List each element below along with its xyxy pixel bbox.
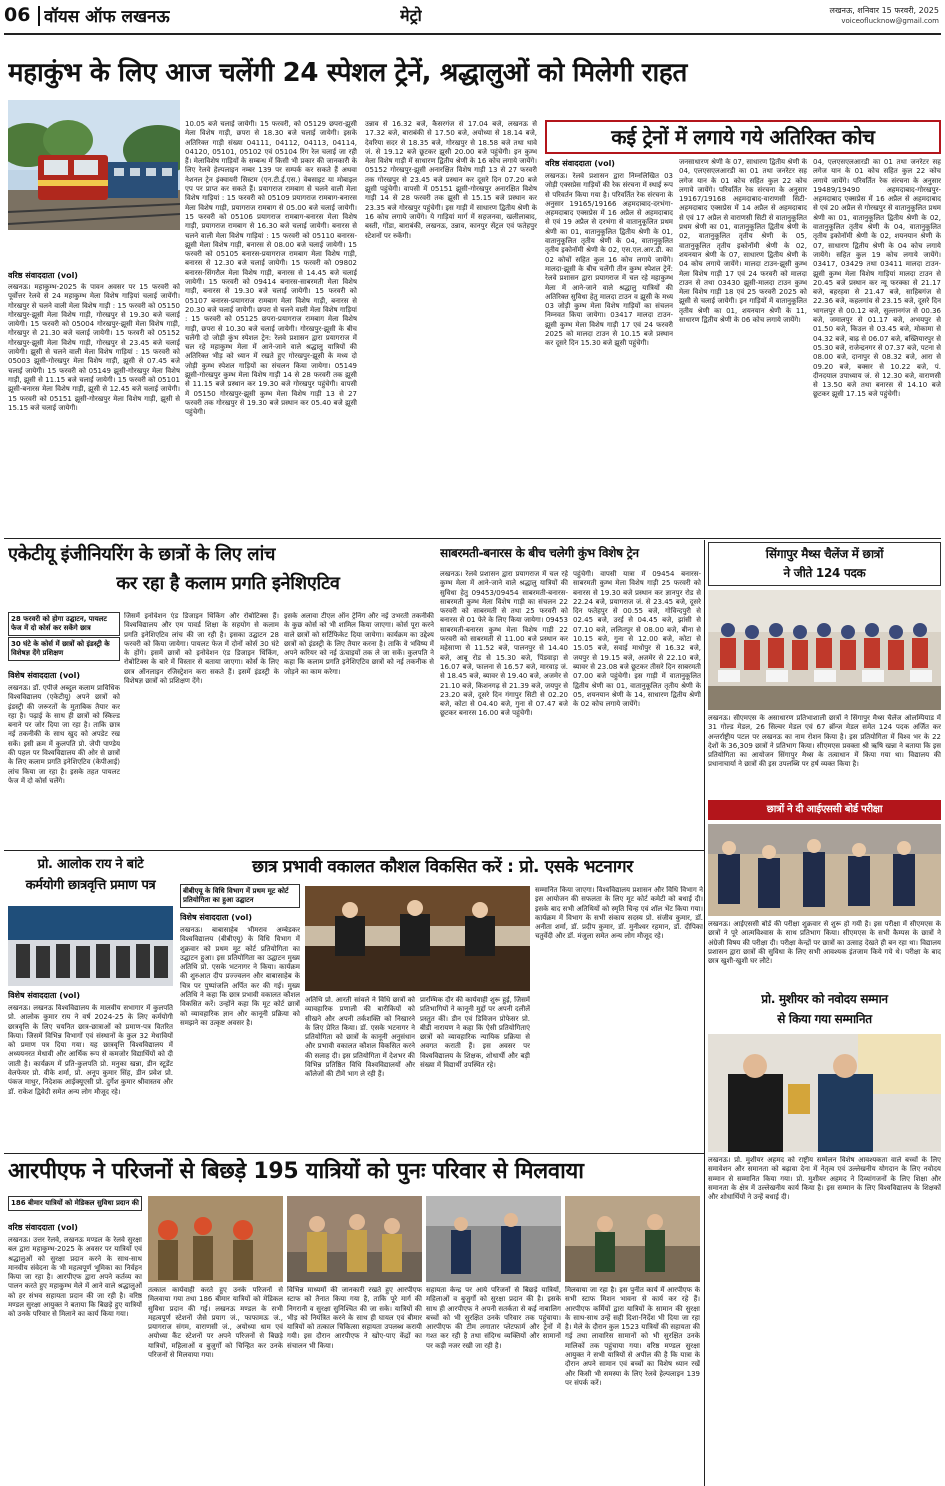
award-ceremony-illustration	[708, 1034, 941, 1152]
story8-subhead: बीबीएयू के विधि विभाग में प्रथम मूट कोर्ट प्रतियोगिता का हुआ उद्घाटन	[180, 884, 300, 908]
story8-col2: अतिथि प्रो. आरती सांवले ने विधि छात्रों को व्यावहारिक प्रणाली की बारीकियों को सीखने और अपनी तर्कशक्ति को निखारने के लिए प्रेरित किया। डॉ. एसके भटनागर ने प्रतियोगिता को छात्रों के कानूनी अनुसंधान और प्रभावी वकालत कौशल विकसित करने की सलाह दी। इस प्रतियोगिता में देशभर की विभिन्न प्रतिष्ठित विधि विश्वविद्यालयों और कॉलेजों की टीमें भाग ले रही हैं।	[305, 996, 415, 1079]
story8-col3: प्रारम्भिक दौर की कार्यवाही शुरू हुई, जिसमें प्रतिभागियों ने कानूनी मुद्दों पर अपनी दलीलें प्रस्तुत कीं। डीन एवं डिविजन प्रोफेसर प्रो. बीडी नारायण ने कहा कि ऐसी प्रतियोगिताएं छात्रों को व्यावहारिक न्यायिक प्रक्रिया से अवगत कराती हैं। इस अवसर पर विश्वविद्यालय के शिक्षक, शोधार्थी और बड़ी संख्या में विद्यार्थी उपस्थित रहे।	[420, 996, 530, 1070]
story3-col3: इसके अलावा टीएल ऑन ट्रेनिंग और नई उभरती तकनीकी के कुछ कोर्स को भी शामिल किया जाएगा। कोर्स पूरा करने वाले छात्रों को सर्टिफिकेट दिया जायेगा। कार्यक्रम का उद्देश्य छात्रों को इंडस्ट्री के लिए तैयार करना है। ताकि वे भविष्य में अपने करियर को नई ऊंचाइयों तक ले जा सकें। कुलपति ने कहा कि कलाम प्रगति इनेशिएटिव छात्रों को नई तकनीक से जोड़ने का काम करेगा।	[284, 612, 434, 676]
story7-headline-1: प्रो. आलोक राय ने बांटे	[37, 857, 144, 872]
story10-col2: तत्काल कार्यवाही करते हुए उनके परिजनों से मिलवाया गया तथा 186 बीमार यात्रियों को मेडिकल सुविधा प्रदान की गई। लखनऊ मण्डल के सभी महत्वपूर्ण स्टेशनों जैसे प्रयाग जं., फाफामऊ जं., प्रयागराज संगम, वाराणसी जं., अयोध्या धाम एवं अयोध्या कैंट स्टेशनों पर अपने परिजनों से बिछड़े यात्रियों, महिलाओं व बुजुर्गों को चिन्हित कर उनके परिजनों से मिलवाया गया।	[148, 1286, 283, 1360]
story3-col1: लखनऊ। डॉ. एपीजे अब्दुल कलाम प्राविधिक विश्वविद्यालय (एकेटीयू) अपने छात्रों को इंडस्ट्री की जरूरतों के मुताबिक तैयार कर रहा है। पढ़ाई के साथ ही छात्रों को स्किल्ड बनाने पर जोर दिया जा रहा है। ताकि छात्र नई तकनीकी के साथ खुद को अपडेट रख सकें। इसी क्रम में कुलपति प्रो. जेपी पाण्डेय की पहल पर विश्वविद्यालय की ओर से छात्रों के लिए कलाम प्रगति इनेशिएटिव (केपीआई) लांच किया जा रहा है। इसके तहत पायलट फेज में दो कोर्स चलेंगे।	[8, 684, 120, 785]
story3-highlight-2: 30 घंटे के कोर्स में छात्रों को इंडस्ट्री के विशेषज्ञ देंगे प्रशिक्षण	[8, 637, 120, 661]
story10-col1: लखनऊ। उत्तर रेलवे, लखनऊ मण्डल के रेलवे सुरक्षा बल द्वारा महाकुम्भ-2025 के अवसर पर यात्रियों एवं श्रद्धालुओं को सुरक्षा प्रदान करने के साथ-साथ मानवीय संवेदना के भी महत्वपूर्ण भूमिका का निर्वहन किया जा रहा है। आरपीएफ द्वारा अपने कर्तव्य का पालन करते हुए महाकुम्भ मेले में आने वाले श्रद्धालुओं को हर संभव सहायता प्रदान की जा रही है। वरिष्ठ मण्डल सुरक्षा आयुक्त ने बताया कि बिछड़े हुए यात्रियों को उनके परिवार से मिलाने का कार्य किया गया।	[8, 1236, 142, 1319]
story10-col3: विभिन्न माध्यमों की जानकारी रखते हुए आरपीएफ स्टाफ को तैनात किया गया है, ताकि पूरे मार्ग की निगरानी व सुरक्षा सुनिश्चित की जा सके। यात्रियों की भीड़ को नियंत्रित करने के साथ ही घायल एवं बीमार यात्रियों को तत्काल चिकित्सा सहायता उपलब्ध करायी गयी। इस दौरान आरपीएफ ने खोए-पाए केंद्रों का संचालन भी किया।	[287, 1286, 422, 1350]
story1-col2: 10.05 बजे चलाई जायेगी। 15 फरवरी, को 05129 छपरा-झूसी मेला विशेष गाड़ी, छपरा से 18.30 बजे चलाई जायेगी। इसके अतिरिक्त गाड़ी संख्या 04111, 04112, 04113, 04114, 04120, 05101, 05102 एवं 05104 रिंग रेल चलाई जा रही हैं। मेलाविशेष गाड़ियों के सम्बन्ध में किसी भी प्रकार की जानकारी के लिए रेलवे हेल्पलाइन नम्बर 139 पर सम्पर्क कर सकते हैं अथवा नेशनल ट्रेन इंक्वायरी सिस्टम (एन.टी.ई.एस.) वेबसाइट या मोबाइल एप पर प्राप्त कर सकते हैं। प्रयागराज रामबाग से चलने वाली मेला विशेष गाड़ियां : 15 फरवरी को 05109 प्रयागराज रामबाग-बनारस मेला विशेष गाड़ी, प्रयागराज रामबाग से 05.00 बजे चलाई जायेगी। 15 फरवरी को 05106 प्रयागराज रामबाग-बनारस मेला विशेष गाड़ी, प्रयागराज रामबाग से 16.30 बजे चलाई जायेगी। बनारस से चलने वाली मेला विशेष गाड़ियां : 15 फरवरी को 05110 बनारस-झूसी मेला विशेष गाड़ी, बनारस से 08.00 बजे चलाई जायेगी। 15 फरवरी को 05105 बनारस-प्रयागराज रामबाग मेला विशेष गाड़ी, बनारस से 12.30 बजे चलाई जायेगी। 15 फरवरी को 09802 बनारस-सिंगरौल मेला विशेष गाड़ी, बनारस से 14.45 बजे चलाई जायेगी। 15 फरवरी को 09414 बनारस-साबरमती मेला विशेष गाड़ी, बनारस से 19.30 बजे चलाई जायेगी। 15 फरवरी को 05107 बनारस-प्रयागराज रामबाग मेला विशेष गाड़ी, बनारस से 20.30 बजे चलाई जायेगी। छपरा से चलने वाली मेला विशेष गाड़ियां : 15 फरवरी को 05125 छपरा-प्रयागराज रामबाग मेला विशेष गाड़ी, छपरा से 10.30 बजे चलाई जायेगी। गोरखपुर-झूसी के बीच चलेंगी दो जोड़ी कुंभ स्पेशल ट्रेन: रेलवे प्रशासन द्वारा प्रयागराज में चल रहे महाकुम्भ मेला में आने-जाने वाले श्रद्धालु यात्रियों की अतिरिक्त भीड़ को ध्यान में रखते हुए गोरखपुर-झूसी के मध्य दो जोड़ी कुम्भ स्पेशल गाड़ियों का संचलन किया जायेगा। 05149 झूसी-गोरखपुर कुम्भ मेला विशेष गाड़ी 14 से 28 फरवरी तक झूसी से 11.15 बजे प्रस्थान कर 19.30 बजे गोरखपुर पहुंचेगी। वापसी में 05150 गोरखपुर-झूसी कुम्भ मेला विशेष गाड़ी 13 से 27 फरवरी तक गोरखपुर से 19.30 बजे प्रस्थान कर 05.40 बजे झूसी पहुंचेगी।	[185, 120, 357, 417]
rpf-platform-illustration	[287, 1196, 422, 1282]
rpf-crowd-illustration	[148, 1196, 283, 1282]
website: voiceoflucknow@gmail.com	[841, 17, 939, 25]
story6-headline: छात्रों ने दी आईएससी बोर्ड परीक्षा	[766, 804, 883, 815]
date: लखनऊ, शनिवार 15 फरवरी, 2025	[829, 6, 939, 15]
paper-name: वॉयस ऑफ लखनऊ	[44, 7, 170, 27]
story8-col1: लखनऊ। बाबासाहेब भीमराव अम्बेडकर विश्वविद्यालय (बीबीएयू) के विधि विभाग में शुक्रवार को प्रथम मूट कोर्ट प्रतियोगिता का उद्घाटन हुआ। इस प्रतियोगिता का उद्घाटन मुख्य अतिथि प्रो. एसके भटनागर ने किया। कार्यक्रम की शुरुआत दीप प्रज्ज्वलन और बाबासाहेब के चित्र पर पुष्पांजलि अर्पित कर की गई। मुख्य अतिथि ने कहा कि छात्र प्रभावी वकालत कौशल विकसित करें। उन्होंने कहा कि मूट कोर्ट छात्रों को व्यावहारिक ज्ञान और कानूनी प्रक्रिया को समझने का उत्कृष्ट अवसर है।	[180, 926, 300, 1027]
story2-col2: जनसाधारण श्रेणी के 07, साधारण द्वितीय श्रेणी के 04, एलएसएलआरडी का 01 तथा जनरेटर सह लगेज यान के 01 कोच सहित कुल 22 कोच लगाये जायेंगे। परिवर्तित रेक संरचना के अनुसार 19167/19168 अहमदाबाद-वाराणसी सिटी-अहमदाबाद एक्सप्रेस में 14 अप्रैल से अहमदाबाद से एवं 17 अप्रैल से वाराणसी सिटी से वातानुकूलित प्रथम श्रेणी का 01, वातानुकूलित द्वितीय श्रेणी के 02, वातानुकूलित तृतीय श्रेणी के 05, वातानुकूलित तृतीय इकोनॉमी श्रेणी के 02, शयनयान श्रेणी के 07, साधारण द्वितीय श्रेणी के 04 कोच लगाये जायेंगे। मालदा टाउन-झूसी कुम्भ मेला विशेष गाड़ी 17 एवं 24 फरवरी को मालदा टाउन से तथा 03430 झूसी-मालदा टाउन कुम्भ मेला विशेष गाड़ी 18 एवं 25 फरवरी 2025 को झूसी से चलाई जायेगी। इन गाड़ियों में वातानुकूलित तृतीय श्रेणी का 01, शयनयान श्रेणी के 11, साधारण द्वितीय श्रेणी के 06 कोच लगाये जायेंगे।	[679, 158, 807, 325]
story5-headline-box	[708, 542, 941, 586]
story2-col3: 04, एलएसएलआरडी का 01 तथा जनरेटर सह लगेज यान के 01 कोच सहित कुल 22 कोच लगाये जायेंगे। परिवर्तित रेक संरचना के अनुसार 19489/19490 अहमदाबाद-गोरखपुर-अहमदाबाद एक्सप्रेस में 16 अप्रैल से अहमदाबाद से एवं 20 अप्रैल से गोरखपुर से वातानुकूलित प्रथम श्रेणी का 01, वातानुकूलित द्वितीय श्रेणी के 02, वातानुकूलित तृतीय श्रेणी के 04, वातानुकूलित तृतीय इकोनॉमी श्रेणी के 02, शयनयान श्रेणी के 07, साधारण द्वितीय श्रेणी के 04 कोच लगाये जायेंगे। सहित कुल 19 कोच लगाये जायेंगे। 03417, 03429 तथा 03411 मालदा टाउन-झूसी कुम्भ मेला विशेष गाड़ियां मालदा टाउन से 20.45 बजे प्रस्थान कर न्यू फरक्का से 21.17 बजे, बहरहवा से 21.47 बजे, साहिबगंज से 22.36 बजे, कहलगांव से 23.15 बजे, दूसरे दिन भागलपुर से 00.12 बजे, सुल्तानगंज से 00.36 बजे, जमालपुर से 01.17 बजे, अभयपुर से 01.50 बजे, किउल से 03.45 बजे, मोकामा से 04.32 बजे, बाढ़ से 06.07 बजे, बख्तियारपुर से 05.30 बजे, राजेन्द्रनगर से 07.37 बजे, पटना से 08.00 बजे, दानापुर से 08.32 बजे, आरा से 09.20 बजे, बक्सर से 10.22 बजे, पं. दीनदयाल उपाध्याय जं. से 12.30 बजे, वाराणसी से 13.50 बजे तथा बनारस से 14.10 बजे छूटकर झूसी 17.15 बजे पहुंचेगी।	[813, 158, 941, 399]
moot-court-photo	[305, 886, 530, 991]
story1-headline: महाकुंभ के लिए आज चलेंगी 24 स्पेशल ट्रेनें, श्रद्धालुओं को मिलेगी राहत	[8, 58, 687, 88]
story4-col1: लखनऊ। रेलवे प्रशासन द्वारा प्रयागराज में चल रहे कुम्भ मेला में आने-जाने वाले श्रद्धालु यात्रियों की सुविधा हेतु 09453/09454 साबरमती-बनारस-साबरमती कुम्भ मेला विशेष गाड़ी का संचलन 22 फरवरी को साबरमती से तथा 25 फरवरी को बनारस से 01 फेरे के लिए किया जायेगा। 09453 साबरमती-बनारस कुम्भ मेला विशेष गाड़ी 22 फरवरी को साबरमती से 11.00 बजे प्रस्थान कर महेसाणा से 11.52 बजे, पालनपुर से 14.40 बजे, आबू रोड से 15.30 बजे, पिंडवाड़ा से 16.07 बजे, फालना से 16.57 बजे, मारवाड़ जं. से 18.45 बजे, ब्यावर से 19.40 बजे, अजमेर से 21.10 बजे, किशनगढ़ से 21.39 बजे, जयपुर से 23.20 बजे, दूसरे दिन गंगापुर सिटी से 02.20 बजे, कोटा से 04.40 बजे, गुना से 07.47 बजे छूटकर बनारस 16.00 बजे पहुंचेगी।	[440, 570, 568, 718]
story10-headline: आरपीएफ ने परिजनों से बिछड़े 195 यात्रियों को पुनः परिवार से मिलवाया	[8, 1159, 584, 1184]
rpf-photo-2	[287, 1196, 422, 1282]
masthead	[0, 0, 945, 42]
scholarship-event-photo	[8, 906, 173, 986]
story10-byline: वरिष्ठ संवाददाता (vol)	[8, 1223, 78, 1232]
exam-students-photo	[708, 824, 941, 916]
story1-byline: वरिष्ठ संवाददाता (vol)	[8, 271, 78, 280]
divider-2	[4, 850, 704, 851]
story8-byline: विशेष संवाददाता (vol)	[180, 913, 253, 922]
story7-text: लखनऊ। लखनऊ विश्वविद्यालय के मालवीय सभागार में कुलपति प्रो. आलोक कुमार राय ने वर्ष 2024-25 के लिए कर्मयोगी छात्रवृत्ति के लिए चयनित छात्र-छात्राओं को प्रमाण-पत्र वितरित किया। जिसमें विभिन्न विभागों एवं संस्थानों के कुल 32 मेधावियों को प्रमाण पत्र दिया गया। यह छात्रवृत्ति विश्वविद्यालय में अध्ययनरत मेधावी और आर्थिक रूप से कमजोर विद्यार्थियों को दी जाती है। कार्यक्रम में प्रति-कुलपति प्रो. मनुका खन्ना, डीन स्टूडेंट वेलफेयर प्रो. वीके शर्मा, प्रो. अनूप कुमार सिंह, डीन प्रवेश प्रो. पंकज माथुर, निदेशक आईक्यूएसी प्रो. दुर्गेश कुमार श्रीवास्तव और डॉ. राकेश द्विवेदी समेत अन्य लोग मौजूद रहे।	[8, 1004, 173, 1096]
students-group-illustration	[708, 590, 941, 710]
masthead-rule	[4, 33, 941, 35]
rpf-photo-4	[565, 1196, 700, 1282]
story10-col4: सहायता केन्द्र पर आये परिजनों से बिछड़े यात्रियों, महिलाओं व बुजुर्गों को सुरक्षा प्रदान की है। इसके साथ ही आरपीएफ ने अपनी सतर्कता से कई नाबालिग बच्चों को भी सुरक्षित उनके परिवार तक पहुंचाया। आरपीएफ की टीम लगातार प्लेटफार्म और ट्रेनों में गश्त कर रही है तथा संदिग्ध व्यक्तियों और सामानों पर कड़ी नजर रखी जा रही है।	[426, 1286, 561, 1350]
story6-headline-bar	[708, 800, 941, 820]
story7-headline-2: कर्मयोगी छात्रवृत्ति प्रमाण पत्र	[25, 878, 156, 893]
scholarship-group-illustration	[8, 906, 173, 986]
story6-text: लखनऊ। आईएससी बोर्ड की परीक्षा शुक्रवार से शुरू हो गयी है। इस परीक्षा में सीएमएस के छात्रों ने पूरे आत्मविश्वास के साथ प्रतिभाग किया। सीएमएस के सभी कैम्पस के छात्रों ने अंग्रेजी विषय की परीक्षा दी। परीक्षा केन्द्रों पर छात्रों का उत्साह देखते ही बन रहा था। विद्यालय प्रशासन द्वारा छात्रों की सुविधा के लिए सभी आवश्यक इंतजाम किये गये थे। परीक्षा के बाद छात्र खुशी-खुशी घर लौटे।	[708, 920, 941, 966]
moot-court-illustration	[305, 886, 530, 991]
column-rule-right	[704, 540, 705, 1486]
story5-headline-2: ने जीते 124 पदक	[783, 566, 866, 580]
story3-byline: विशेष संवाददाता (vol)	[8, 671, 81, 680]
story9-text: लखनऊ। प्रो. मुशीयर अहमद को राष्ट्रीय सम्मेलन विशेष आवश्यकता वाले बच्चों के लिए समावेशन और समानता को बढ़ावा देना में नेतृत्व एवं उल्लेखनीय योगदान के लिए नवोदय सम्मान से सम्मानित किया गया। प्रो. मुशीयर अहमद ने दिव्यांगजनों के लिए शिक्षा और समानता के क्षेत्र में उल्लेखनीय कार्य किया है। इस सम्मान के लिए विश्वविद्यालय के शिक्षकों और शोधार्थियों ने उन्हें बधाई दी।	[708, 1156, 941, 1202]
rpf-photo-3	[426, 1196, 561, 1282]
story4-headline: साबरमती-बनारस के बीच चलेगी कुंभ विशेष ट्रेन	[440, 546, 639, 560]
story3-col2: जिसमें इनोवेशन एंड डिजाइन थिंकिंग और रोबोटिक्स हैं। विश्वविद्यालय और एम पावर्ड शिक्षा के सहयोग से कलाम प्रगति इनेशिएटिव लांच की जा रही है। इसका उद्घाटन 28 फरवरी को किया जायेगा। पायलट फेज में दोनों कोर्स 30 घंटे के होंगे। इसमें छात्रों को इनोवेशन एंड डिजाइन थिंकिंग, रोबोटिक्स के बारे में विस्तार से बताया जाएगा। कोर्स के लिए छात्र ऑनलाइन रजिस्ट्रेशन करा सकते हैं। इसमें इंडस्ट्री के विशेषज्ञ छात्रों को प्रशिक्षण देंगे।	[124, 612, 279, 686]
story2-headline-box	[545, 120, 941, 154]
story3-headline-1: एकेटीयू इंजीनियरिंग के छात्रों के लिए लांच	[8, 544, 276, 565]
story1-col4: उन्नाव से 16.32 बजे, कैसरगंज से 17.04 बजे, लखनऊ से 17.32 बजे, बाराबंकी से 17.50 बजे, अयोध्या से 18.14 बजे, देवरिया सदर से 18.35 बजे, गोरखपुर से 18.58 बजे तथा थावे जं. से 19.12 बजे छूटकर झूसी 20.00 बजे पहुंचेगी। इन कुम्भ मेला विशेष गाड़ी में साधारण द्वितीय श्रेणी के 16 कोच लगाये जायेंगे। 05152 गोरखपुर-झूसी अनारक्षित विशेष गाड़ी 13 से 27 फरवरी तक गोरखपुर से 23.45 बजे प्रस्थान कर दूसरे दिन 07.20 बजे झूसी पहुंचेगी। वापसी में 05151 झूसी-गोरखपुर अनारक्षित विशेष गाड़ी 14 से 28 फरवरी तक झूसी से 15.15 बजे प्रस्थान कर 23.35 बजे गोरखपुर पहुंचेगी। इस गाड़ी में साधारण द्वितीय श्रेणी के 16 कोच लगाये जायेंगे। ये गाड़ियां मार्ग में सहजनवा, खलीलाबाद, बस्ती, गोंडा, बाराबंकी, लखनऊ, उन्नाव, कानपुर सेंट्रल एवं फतेहपुर स्टेशनों पर रुकेंगी।	[365, 120, 537, 240]
locomotive-train-illustration	[8, 100, 180, 230]
story4-col2: पहुंचेगी। वापसी यात्रा में 09454 बनारस-साबरमती कुम्भ मेला विशेष गाड़ी 25 फरवरी को बनारस से 19.30 बजे प्रस्थान कर ज्ञानपुर रोड से 22.24 बजे, प्रयागराज जं. से 23.45 बजे, दूसरे दिन फतेहपुर से 00.55 बजे, गोविन्दपुरी से 02.45 बजे, उरई से 04.45 बजे, झांसी से 07.10 बजे, ललितपुर से 08.00 बजे, बीना से 10.15 बजे, गुना से 12.00 बजे, कोटा से 15.05 बजे, सवाई माधोपुर से 16.32 बजे, जयपुर से 19.15 बजे, अजमेर से 22.10 बजे, ब्यावर से 23.08 बजे छूटकर तीसरे दिन साबरमती 07.00 बजे पहुंचेगी। इस गाड़ी में वातानुकूलित द्वितीय श्रेणी का 01, वातानुकूलित तृतीय श्रेणी के 05, शयनयान श्रेणी के 14, साधारण द्वितीय श्रेणी के 02 कोच लगाये जायेंगे।	[573, 570, 701, 709]
story2-byline: वरिष्ठ संवाददाता (vol)	[545, 159, 615, 168]
story2-headline: कई ट्रेनों में लगाये गये अतिरिक्त कोच	[611, 125, 875, 149]
award-photo	[708, 1034, 941, 1152]
divider-3	[4, 1153, 704, 1154]
divider-1	[4, 538, 941, 539]
story5-headline-1: सिंगापुर मैथ्स चैलेंज में छात्रों	[765, 547, 884, 561]
story5-text: लखनऊ। सीएमएस के असाधारण प्रतिभाशाली छात्रों ने सिंगापुर मैथ्स चैलेंज ओलम्पियाड में 31 गोल्ड मेडल, 26 सिल्वर मेडल एवं 67 ब्रॉन्ज मेडल समेत 124 पदक अर्जित कर अन्तर्राष्ट्रीय पटल पर लखनऊ का नाम रोशन किया है। इस प्रतियोगिता में विश्व भर के 22 देशों के 36,309 छात्रों ने प्रतिभाग किया। सीएमएस प्रवक्ता श्री ऋषि खन्ना ने बताया कि इस प्रतियोगिता का आयोजन सिंगापुर मैथ्स के तत्वाधान में किया गया था। विद्यालय की प्रधानाचार्या ने छात्रों की इस उपलब्धि पर हर्ष व्यक्त किया है।	[708, 714, 941, 769]
story3-highlight-1: 28 फरवरी को होगा उद्घाटन, पायलट फेज में दो कोर्स कर सकेंगे छात्र	[8, 612, 120, 636]
story3-headline-2: कर रहा है कलाम प्रगति इनेशिएटिव	[116, 573, 340, 594]
story1-col1: लखनऊ। महाकुम्भ-2025 के पावन अवसर पर 15 फरवरी को पूर्वोत्तर रेलवे से 24 महाकुम्भ मेला विशेष गाड़ियां चलाई जायेंगी। गोरखपुर से चलने वाली मेला विशेष गाड़ी : 15 फरवरी को 05150 गोरखपुर-झूसी मेला विशेष गाड़ी, गोरखपुर से 19.30 बजे चलाई जायेगी। 15 फरवरी को 05004 गोरखपुर-झूसी मेला विशेष गाड़ी, गोरखपुर से 21.30 बजे चलाई जायेगी। 15 फरवरी को 05152 गोरखपुर-झूसी मेला विशेष गाड़ी, गोरखपुर से 23.45 बजे चलाई जायेगी। झूसी से चलने वाली मेला विशेष गाड़ियां : 15 फरवरी को 05003 झूसी-गोरखपुर मेला विशेष गाड़ी, झूसी से 07.45 बजे चलाई जायेगी। 15 फरवरी को 05149 झूसी-गोरखपुर मेला विशेष गाड़ी, झूसी से 11.15 बजे चलाई जायेगी। 15 फरवरी को 05101 झूसी-बनारस मेला विशेष गाड़ी, झूसी से 12.45 बजे चलाई जायेगी। 15 फरवरी को 05151 झूसी-गोरखपुर मेला विशेष गाड़ी, झूसी से 15.15 बजे चलाई जायेगी।	[8, 283, 180, 412]
story8-headline: छात्र प्रभावी वकालत कौशल विकसित करें : प्रो. एसके भटनागर	[252, 857, 633, 877]
exam-students-illustration	[708, 824, 941, 916]
train-photo	[8, 100, 180, 230]
story10-highlight: 186 बीमार यात्रियों को मेडिकल सुविधा प्रदान की	[8, 1196, 142, 1211]
story10-col5-text: मिलवाया जा रहा है। इस पुनीत कार्य में आरपीएफ के सभी स्टाफ मिशन भावना से कार्य कर रहे हैं। आरपीएफ कर्मियों द्वारा यात्रियों के सामान की सुरक्षा के साथ-साथ उन्हें सही दिशा-निर्देश भी दिया जा रहा है। मेले के दौरान कुल 1523 यात्रियों की सहायता की गई तथा लावारिस सामानों को भी सुरक्षित उनके मालिकों तक पहुंचाया गया। वरिष्ठ मण्डल सुरक्षा आयुक्त ने सभी यात्रियों से अपील की है कि यात्रा के दौरान अपने सामान एवं बच्चों का विशेष ध्यान रखें और किसी भी समस्या के लिए रेलवे हेल्पलाइन 139 पर संपर्क करें।	[565, 1286, 700, 1387]
rpf-station-illustration	[426, 1196, 561, 1282]
rpf-help-desk-illustration	[565, 1196, 700, 1282]
story9-headline-1: प्रो. मुशीयर को नवोदय सम्मान	[761, 992, 888, 1006]
story7-byline: विशेष संवाददाता (vol)	[8, 991, 81, 1000]
story2-col1: लखनऊ। रेलवे प्रशासन द्वारा निम्नलिखित 03 जोड़ी एक्सप्रेस गाड़ियों की रेक संरचना में स्थाई रूप से परिवर्तन किया गया है। परिवर्तित रेक संरचना के अनुसार 19165/19166 अहमदाबाद-दरभंगा-अहमदाबाद एक्सप्रेस में 16 अप्रैल से अहमदाबाद से एवं 19 अप्रैल से दरभंगा से वातानुकूलित प्रथम श्रेणी का 01, वातानुकूलित द्वितीय श्रेणी के 01, वातानुकूलित तृतीय श्रेणी के 04, वातानुकूलित तृतीय इकोनॉमी श्रेणी के 02, एस.एल.आर.डी. का 02 कोचों सहित कुल 16 कोच लगाये जायेंगे। मालदा-झूसी के बीच चलेंगी तीन कुम्भ स्पेशल ट्रेनें: रेलवे प्रशासन द्वारा प्रयागराज में चल रहे महाकुम्भ मेला में आने-जाने वाले श्रद्धालु यात्रियों की अतिरिक्त सुविधा हेतु मालदा टाउन व झूसी के मध्य 03 जोड़ी कुम्भ मेला विशेष गाड़ियों का संचलन निम्नवत किया जायेगा। 03417 मालदा टाउन-झूसी कुम्भ मेला विशेष गाड़ी 17 एवं 24 फरवरी 2025 को मालदा टाउन से 10.15 बजे प्रस्थान कर दूसरे दिन 15.30 बजे झूसी पहुंचेगी।	[545, 172, 673, 348]
students-medal-photo	[708, 590, 941, 710]
story9-headline-2: से किया गया सम्मानित	[777, 1012, 872, 1026]
story8-col4: सम्मानित किया जाएगा। विश्वविद्यालय प्रशासन और विधि विभाग ने इस आयोजन की सफलता के लिए मूट कोर्ट कमेटी को बधाई दी। इसके बाद सभी अतिथियों को स्मृति चिन्ह एवं शॉल भेंट किया गया। कार्यक्रम में विभाग के सभी संकाय सदस्य प्रो. संजीव कुमार, डॉ. अनीता शर्मा, डॉ. प्रदीप कुमार, डॉ. मुनीश्वर रहमान, डॉ. दीपिका चतुर्वेदी और डॉ. मंजुला समेत अन्य लोग मौजूद रहे।	[535, 886, 703, 941]
section-name: मेट्रो	[400, 6, 422, 25]
rpf-photo-1	[148, 1196, 283, 1282]
page-number: 06	[4, 4, 31, 26]
masthead-divider	[38, 6, 40, 26]
